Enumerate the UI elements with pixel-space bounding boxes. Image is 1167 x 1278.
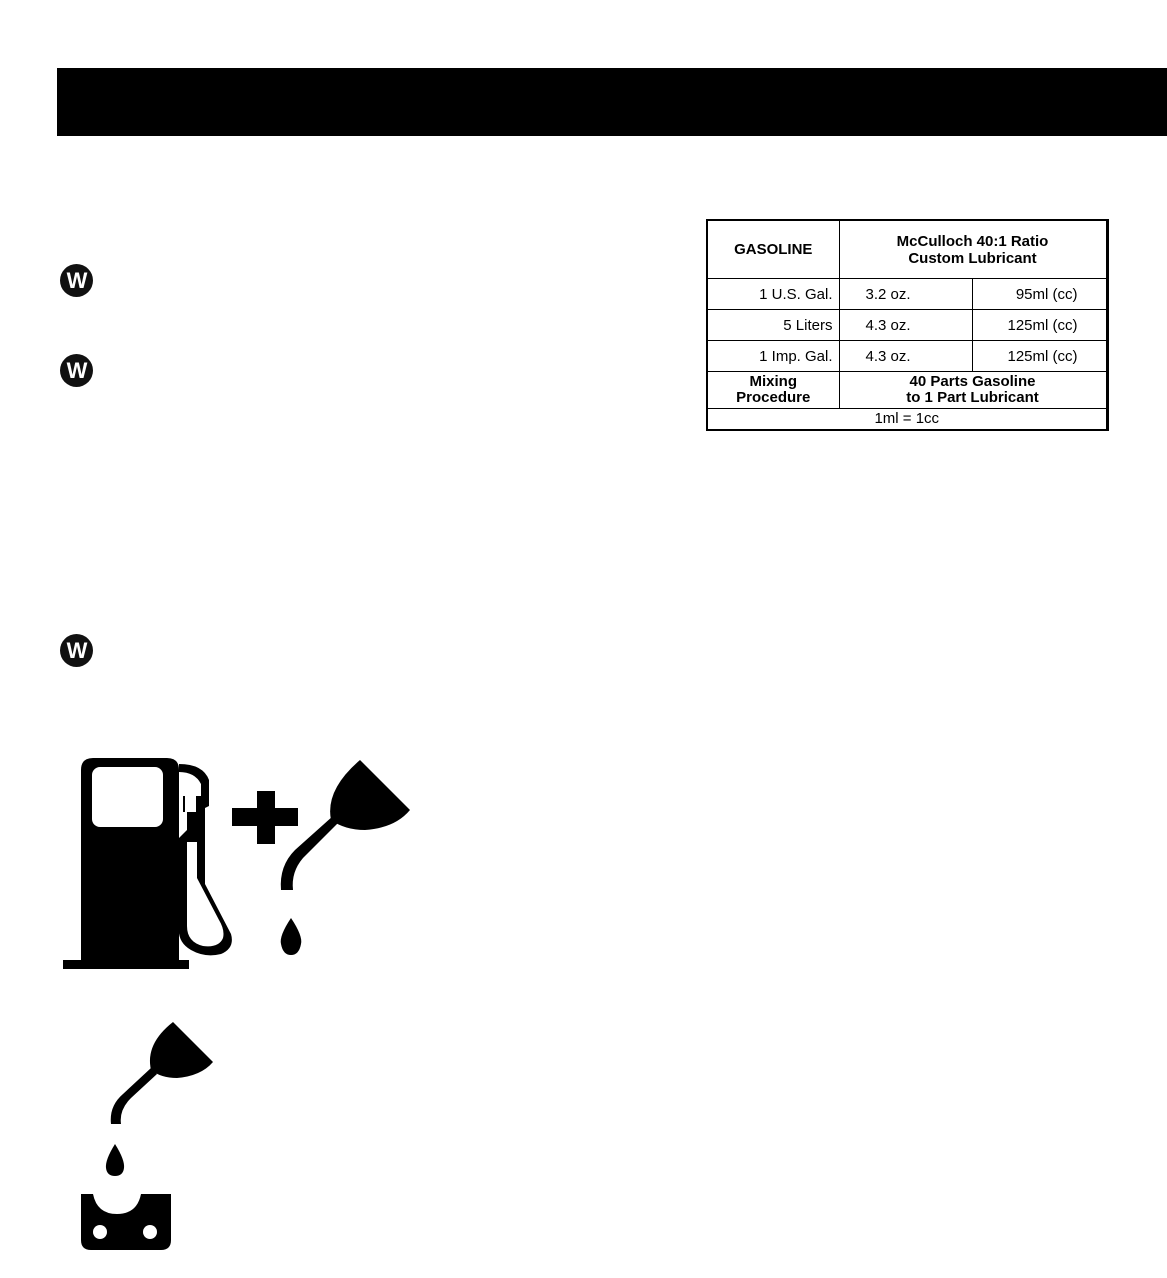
warning-badge: W	[60, 354, 93, 387]
gas-pump-icon	[63, 758, 232, 969]
unit-note: 1ml = 1cc	[707, 409, 1107, 431]
procedure-row	[707, 372, 1107, 409]
lubricant-oz: 3.2 oz.	[839, 279, 972, 310]
procedure-label-line2: Procedure	[736, 389, 811, 406]
procedure-value	[839, 372, 1107, 409]
chain-link-icon	[81, 1194, 171, 1250]
table-header-row	[707, 220, 1107, 279]
chain-oil-pictogram	[75, 1018, 220, 1258]
note-row	[707, 409, 1107, 431]
table-row	[707, 341, 1107, 372]
lubricant-ml: 125ml (cc)	[972, 341, 1107, 372]
procedure-label-line1: Mixing	[749, 373, 797, 390]
lubricant-ml: 125ml (cc)	[972, 310, 1107, 341]
procedure-value-line2: to 1 Part Lubricant	[906, 389, 1039, 406]
gasoline-amount: 1 U.S. Gal.	[707, 279, 839, 310]
oil-drop-icon	[106, 1144, 124, 1176]
warning-badge: W	[60, 264, 93, 297]
warning-badge: W	[60, 634, 93, 667]
gasoline-amount: 5 Liters	[707, 310, 839, 341]
lubricant-oz: 4.3 oz.	[839, 310, 972, 341]
table-row	[707, 310, 1107, 341]
gasoline-amount: 1 Imp. Gal.	[707, 341, 839, 372]
plus-icon	[232, 791, 298, 844]
procedure-label	[707, 372, 839, 409]
section-header-bar	[57, 68, 1167, 136]
lubricant-oz: 4.3 oz.	[839, 341, 972, 372]
lubricant-ml: 95ml (cc)	[972, 279, 1107, 310]
fuel-mix-pictogram	[55, 750, 415, 975]
oil-can-icon	[111, 1022, 213, 1124]
oil-drop-icon	[281, 918, 302, 955]
lubricant-header	[839, 220, 1107, 279]
procedure-value-line1: 40 Parts Gasoline	[909, 373, 1036, 390]
oil-can-icon	[281, 760, 410, 890]
gasoline-header: GASOLINE	[707, 220, 839, 279]
lubricant-header-line2: Custom Lubricant	[908, 249, 1037, 267]
fuel-mix-table	[706, 219, 1109, 431]
lubricant-header-line1: McCulloch 40:1 Ratio	[896, 232, 1049, 250]
table-row	[707, 279, 1107, 310]
